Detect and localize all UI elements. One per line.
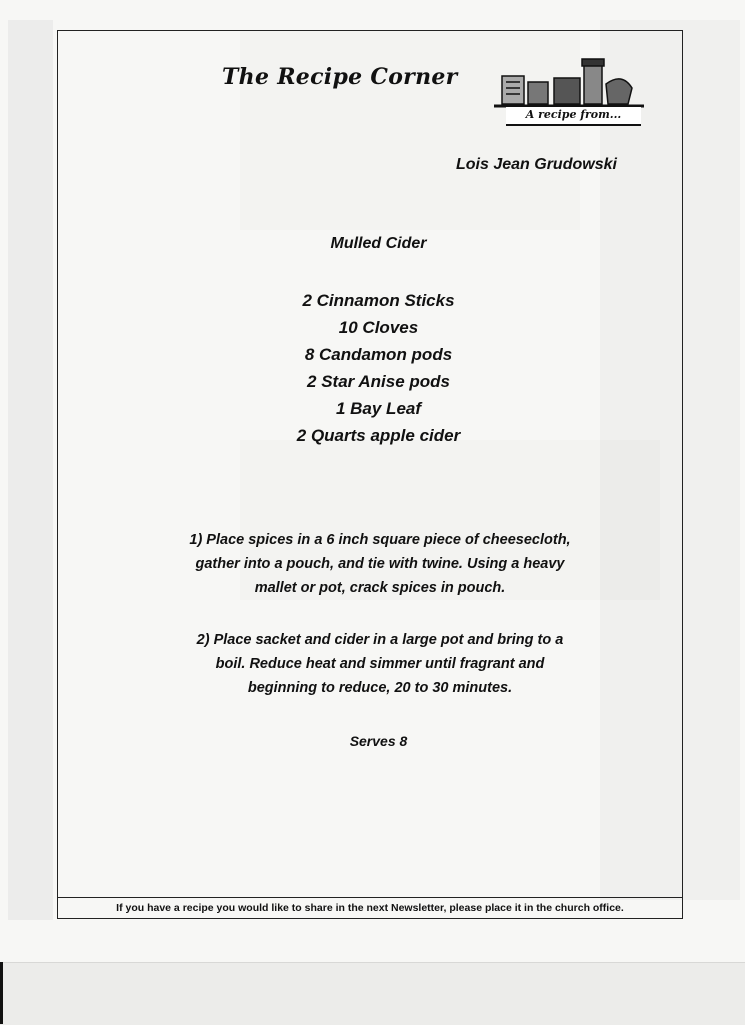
ingredient-item: 8 Candamon pods — [304, 345, 453, 364]
instruction-step-2 — [150, 628, 610, 700]
ingredient-item: 2 Star Anise pods — [307, 372, 450, 391]
instruction-line: gather into a pouch, and tie with twine. Using a heavy — [195, 556, 565, 572]
serves-count: Serves 8 — [349, 733, 408, 749]
ingredient-list — [0, 287, 745, 449]
bleed-through-left-column — [8, 20, 53, 920]
instruction-line: mallet or pot, crack spices in pouch. — [254, 580, 506, 596]
footer-note: If you have a recipe you would like to share in the next Newsletter, please place it in the church office. — [57, 897, 683, 919]
recipe-name: Mulled Cider — [330, 235, 427, 252]
recipe-author: Lois Jean Grudowski — [456, 156, 617, 173]
instruction-line: boil. Reduce heat and simmer until fragrant and — [215, 656, 545, 672]
ingredient-item: 10 Cloves — [338, 318, 419, 337]
next-page-edge — [0, 962, 745, 1025]
page-title: The Recipe Corner — [222, 64, 458, 90]
ingredient-item: 1 Bay Leaf — [335, 399, 422, 418]
instruction-line: beginning to reduce, 20 to 30 minutes. — [247, 680, 513, 696]
instruction-line: 2) Place sacket and cider in a large pot and bring to a — [196, 632, 564, 648]
instruction-line: 1) Place spices in a 6 inch square piece of cheesecloth, — [189, 532, 571, 548]
instruction-step-1 — [150, 528, 610, 600]
ingredient-item: 2 Quarts apple cider — [296, 426, 461, 445]
logo-caption: A recipe from... — [506, 105, 641, 126]
ingredient-item: 2 Cinnamon Sticks — [302, 291, 455, 310]
binder-edge — [0, 962, 3, 1024]
